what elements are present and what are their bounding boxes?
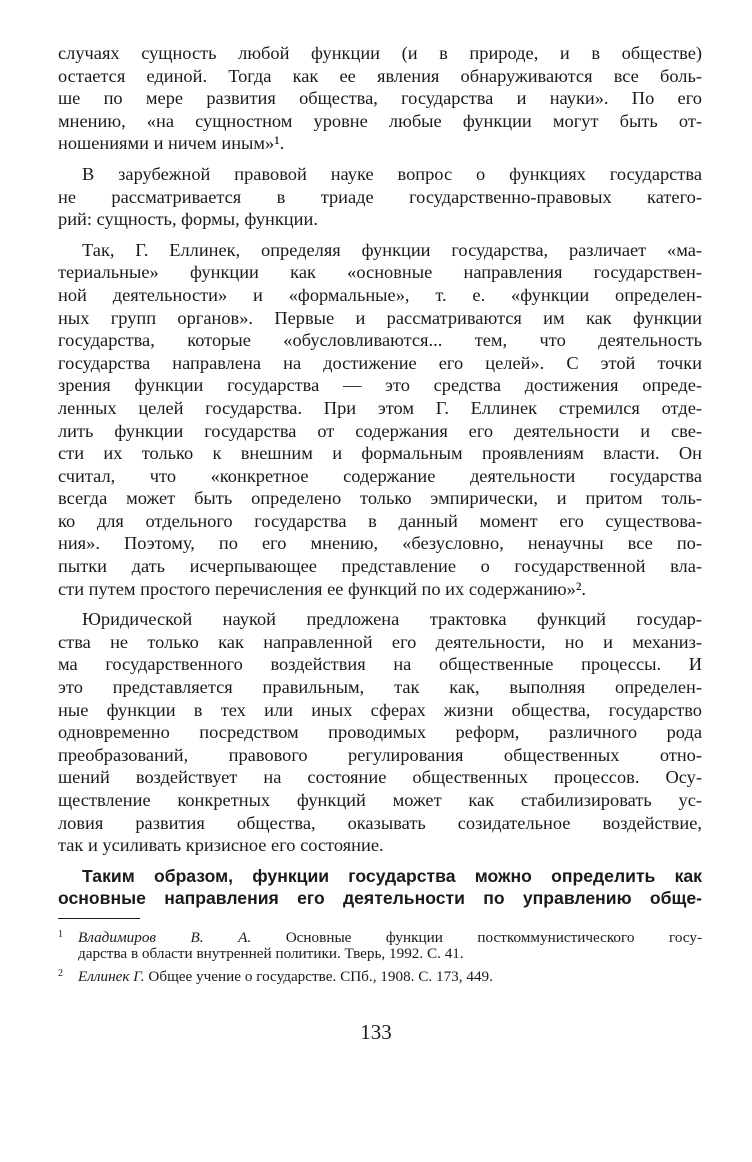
footnote-divider xyxy=(58,918,140,919)
text-line: считал, что «конкретное содержание деятельности государства xyxy=(58,465,702,486)
text-line: мнению, «на сущностном уровне любые функции могут быть от- xyxy=(58,110,702,131)
text-line: не рассматривается в триаде государственно-правовых катего- xyxy=(58,186,702,207)
text-line: ше по мере развития общества, государства и науки». По его xyxy=(58,88,702,109)
text-line: ко для отдельного государства в данный момент его существова- xyxy=(58,510,702,531)
paragraph-5-bold xyxy=(58,865,702,910)
text-line: пытки дать исчерпывающее представление о государственной вла- xyxy=(58,556,702,577)
text-line: ловия развития общества, оказывать созидательное воздействие, xyxy=(58,812,702,833)
text-line: это представляется правильным, так как, выполняя определен- xyxy=(58,677,702,698)
page-number: 133 xyxy=(360,1020,392,1044)
footnote-author: Владимиров В. А. xyxy=(78,928,252,946)
text-line: государства, которые «обусловливаются... тем, что деятельность xyxy=(58,330,702,351)
text-line: Юридической наукой предложена трактовка функций государ- xyxy=(82,609,702,630)
text-line: териальные» функции как «основные направления государствен- xyxy=(58,262,702,283)
text-line: государства направлена на достижение его целей». С этой точки xyxy=(58,352,702,373)
paragraph-1 xyxy=(58,42,702,155)
footnote-2 xyxy=(58,964,702,984)
footnote-number: 2 xyxy=(58,967,63,979)
text-line: ства не только как направленной его деятельности, но и механиз- xyxy=(58,631,702,652)
text-line: ния». Поэтому, по его мнению, «безусловно, ненаучны все по- xyxy=(58,533,702,554)
paragraph-3 xyxy=(58,239,702,601)
footnote-text: Основные функции посткоммунистического госу- xyxy=(285,928,703,946)
text-line: основные направления его деятельности по управлению обще- xyxy=(58,888,702,909)
text-line: ношениями и ничем иным»¹. xyxy=(58,133,285,154)
footnote-1 xyxy=(58,925,702,945)
text-line: ма государственного воздействия на общественные процессы. И xyxy=(58,654,702,675)
footnote-author: Еллинек Г. xyxy=(78,967,145,985)
text-line: преобразований, правового регулирования общественных отно- xyxy=(58,744,702,765)
text-line: Таким образом, функции государства можно определить как xyxy=(82,865,702,886)
text-line: сти путем простого перечисления ее функций по их содержанию»². xyxy=(58,578,586,599)
text-line: Так, Г. Еллинек, определяя функции государства, различает «ма- xyxy=(82,239,702,260)
paragraph-4 xyxy=(58,608,702,857)
text-line: ные функции в тех или иных сферах жизни общества, государство xyxy=(58,699,702,720)
text-line: лить функции государства от содержания его деятельности и све- xyxy=(58,420,702,441)
footnote-1-continuation: дарства в области внутренней политики. Тверь, 1992. С. 41. xyxy=(78,945,464,963)
text-line: шений воздействует на состояние общественных процессов. Осу- xyxy=(58,767,702,788)
text-line: рий: сущность, формы, функции. xyxy=(58,209,318,230)
text-line: одновременно посредством проводимых реформ, различного рода xyxy=(58,722,702,743)
text-line: остается единой. Тогда как ее явления обнаруживаются все боль- xyxy=(58,65,702,86)
footnotes xyxy=(58,925,702,984)
footnote-text: Общее учение о государстве. СПб., 1908. С. 173, 449. xyxy=(148,967,493,985)
text-line: так и усиливать кризисное его состояние. xyxy=(58,835,384,856)
page-body xyxy=(58,42,702,983)
text-line: всегда может быть определено только эмпирически, и притом толь- xyxy=(58,488,702,509)
text-line: В зарубежной правовой науке вопрос о функциях государства xyxy=(82,163,702,184)
text-line: ленных целей государства. При этом Г. Еллинек стремился отде- xyxy=(58,397,702,418)
text-line: зрения функции государства — это средства достижения опреде- xyxy=(58,375,702,396)
paragraph-2 xyxy=(58,163,702,231)
text-line: случаях сущность любой функции (и в природе, и в обществе) xyxy=(58,43,702,63)
footnote-number: 1 xyxy=(58,928,63,940)
text-line: сти их только к внешним и формальным проявлениям власти. Он xyxy=(58,443,702,464)
text-line: ной деятельности» и «формальные», т. е. «функции определен- xyxy=(58,284,702,305)
text-line: ществление конкретных функций может как стабилизировать ус- xyxy=(58,790,702,810)
text-line: ных групп органов». Первые и рассматриваются им как функции xyxy=(58,307,702,328)
